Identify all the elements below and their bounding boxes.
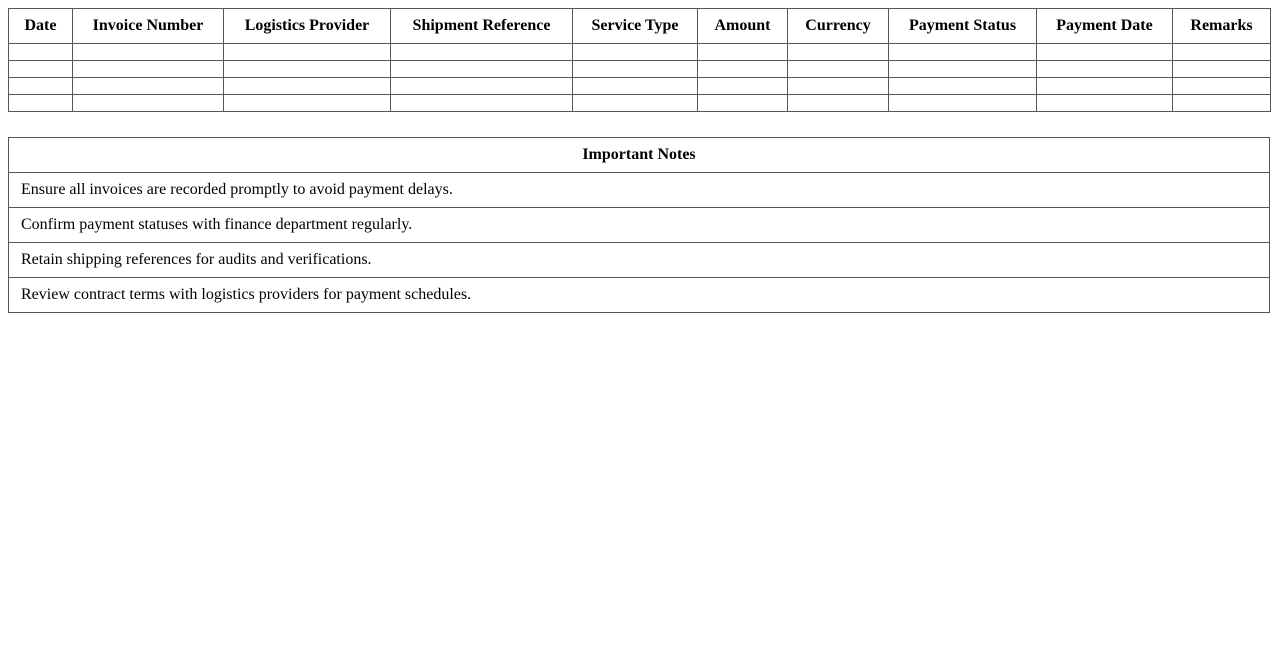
column-header-payment-status: Payment Status — [889, 9, 1037, 44]
note-item: Confirm payment statuses with finance department regularly. — [9, 208, 1270, 243]
table-cell[interactable] — [9, 61, 73, 78]
page-content — [8, 8, 1270, 313]
table-cell[interactable] — [9, 44, 73, 61]
table-cell[interactable] — [224, 44, 391, 61]
table-cell[interactable] — [573, 95, 698, 112]
table-cell[interactable] — [73, 61, 224, 78]
notes-header-row — [9, 138, 1270, 173]
table-cell[interactable] — [224, 61, 391, 78]
table-row — [9, 95, 1271, 112]
table-cell[interactable] — [1037, 78, 1173, 95]
column-header-service-type: Service Type — [573, 9, 698, 44]
column-header-payment-date: Payment Date — [1037, 9, 1173, 44]
table-cell[interactable] — [9, 95, 73, 112]
table-cell[interactable] — [788, 78, 889, 95]
table-cell[interactable] — [698, 95, 788, 112]
note-item: Ensure all invoices are recorded promptly to avoid payment delays. — [9, 173, 1270, 208]
note-item: Review contract terms with logistics providers for payment schedules. — [9, 278, 1270, 313]
table-cell[interactable] — [1173, 95, 1271, 112]
column-header-currency: Currency — [788, 9, 889, 44]
table-cell[interactable] — [391, 61, 573, 78]
column-header-shipment-reference: Shipment Reference — [391, 9, 573, 44]
table-cell[interactable] — [889, 44, 1037, 61]
table-row — [9, 78, 1271, 95]
table-cell[interactable] — [73, 78, 224, 95]
table-cell[interactable] — [573, 44, 698, 61]
important-notes-table — [8, 137, 1270, 313]
note-item: Retain shipping references for audits and verifications. — [9, 243, 1270, 278]
invoice-table — [8, 8, 1271, 112]
column-header-invoice-number: Invoice Number — [73, 9, 224, 44]
column-header-amount: Amount — [698, 9, 788, 44]
table-cell[interactable] — [573, 61, 698, 78]
table-cell[interactable] — [391, 95, 573, 112]
table-cell[interactable] — [224, 78, 391, 95]
table-cell[interactable] — [788, 61, 889, 78]
table-cell[interactable] — [573, 78, 698, 95]
table-cell[interactable] — [9, 78, 73, 95]
table-cell[interactable] — [73, 44, 224, 61]
table-row — [9, 44, 1271, 61]
note-row — [9, 173, 1270, 208]
table-cell[interactable] — [889, 78, 1037, 95]
column-header-date: Date — [9, 9, 73, 44]
notes-title: Important Notes — [9, 138, 1270, 173]
table-cell[interactable] — [224, 95, 391, 112]
table-cell[interactable] — [1173, 61, 1271, 78]
invoice-table-header-row — [9, 9, 1271, 44]
table-cell[interactable] — [1173, 78, 1271, 95]
table-cell[interactable] — [1173, 44, 1271, 61]
table-row — [9, 61, 1271, 78]
table-cell[interactable] — [391, 78, 573, 95]
table-cell[interactable] — [1037, 95, 1173, 112]
table-cell[interactable] — [889, 95, 1037, 112]
table-cell[interactable] — [698, 44, 788, 61]
table-cell[interactable] — [889, 61, 1037, 78]
table-cell[interactable] — [1037, 61, 1173, 78]
column-header-remarks: Remarks — [1173, 9, 1271, 44]
note-row — [9, 243, 1270, 278]
note-row — [9, 208, 1270, 243]
table-cell[interactable] — [788, 95, 889, 112]
table-cell[interactable] — [698, 61, 788, 78]
table-cell[interactable] — [698, 78, 788, 95]
note-row — [9, 278, 1270, 313]
table-cell[interactable] — [391, 44, 573, 61]
column-header-logistics-provider: Logistics Provider — [224, 9, 391, 44]
table-cell[interactable] — [1037, 44, 1173, 61]
table-cell[interactable] — [788, 44, 889, 61]
table-cell[interactable] — [73, 95, 224, 112]
